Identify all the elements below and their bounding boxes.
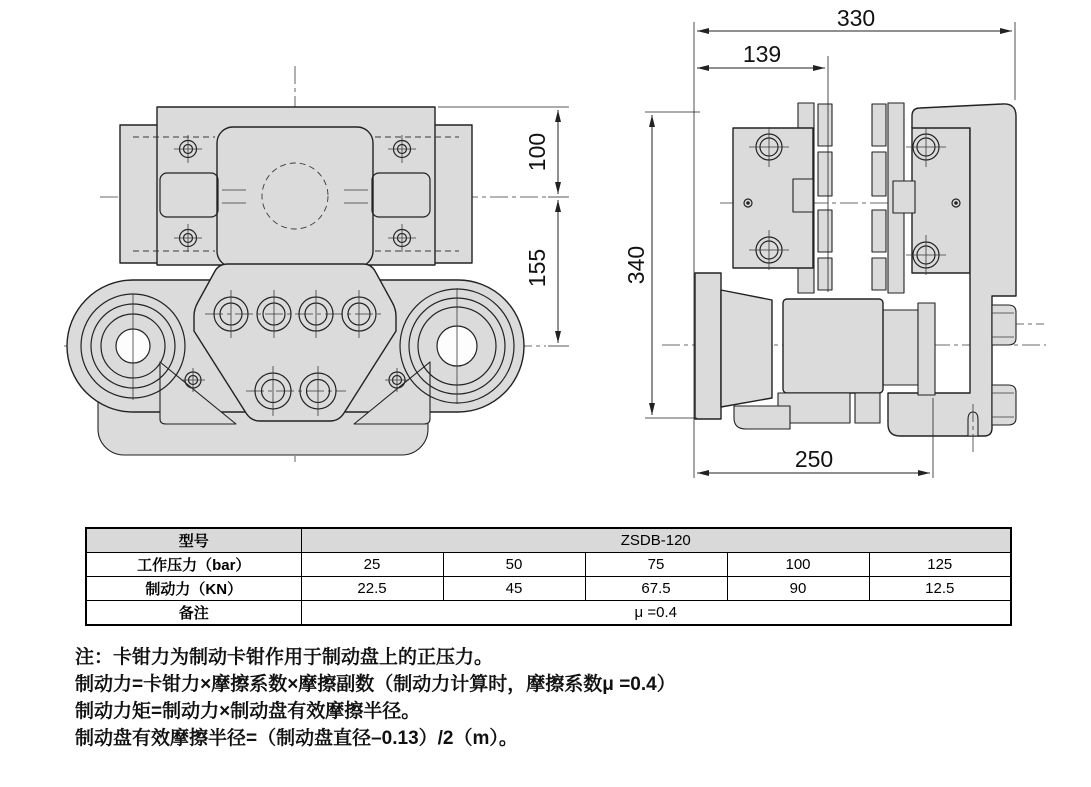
table-row-force: [86, 577, 1011, 601]
table-row-model: [86, 528, 1011, 553]
remark-label-cell: 备注: [86, 601, 301, 626]
force-cell: 45: [443, 577, 585, 601]
front-view-drawing: [64, 66, 569, 462]
table-row-remark: [86, 601, 1011, 626]
model-value-cell: ZSDB-120: [301, 528, 1011, 553]
flange: [695, 273, 721, 419]
force-cell: 67.5: [585, 577, 727, 601]
spec-table: [85, 527, 1012, 626]
model-label-cell: 型号: [86, 528, 301, 553]
force-label-cell: 制动力（KN）: [86, 577, 301, 601]
pressure-cell: 25: [301, 553, 443, 577]
note-line: 制动力矩=制动力×制动盘有效摩擦半径。: [75, 701, 421, 722]
cylinder-assembly: [695, 273, 883, 429]
dim-label-100: 100: [524, 132, 550, 172]
dim-label-250: 250: [794, 446, 834, 472]
table-row-pressure: [86, 553, 1011, 577]
left-pad-assembly: [733, 103, 832, 293]
note-line: 制动盘有效摩擦半径=（制动盘直径–0.13）/2（m）。: [75, 728, 518, 749]
notes-block: [75, 644, 676, 752]
remark-value-cell: μ =0.4: [301, 601, 1011, 626]
dim-label-139: 139: [742, 41, 782, 67]
dim-label-330: 330: [836, 5, 876, 31]
cylinder-block: [783, 299, 883, 393]
pressure-cell: 50: [443, 553, 585, 577]
right-pad-assembly: [872, 103, 970, 293]
cone: [721, 290, 772, 407]
note-line: 制动力=卡钳力×摩擦系数×摩擦副数（制动力计算时，摩擦系数μ =0.4）: [75, 674, 676, 695]
force-cell: 90: [727, 577, 869, 601]
note-line: 注：卡钳力为制动卡钳作用于制动盘上的正压力。: [75, 647, 494, 668]
dim-label-340: 340: [623, 245, 649, 285]
right-pad-block: [912, 127, 970, 273]
force-cell: 22.5: [301, 577, 443, 601]
side-view-drawing: [623, 5, 1046, 478]
pressure-cell: 100: [727, 553, 869, 577]
hex-bolt: [992, 385, 1016, 425]
hex-bolt: [992, 305, 1016, 345]
pressure-cell: 125: [869, 553, 1011, 577]
dim-label-155: 155: [524, 248, 550, 288]
pressure-cell: 75: [585, 553, 727, 577]
force-cell: 12.5: [869, 577, 1011, 601]
yoke-assembly: [67, 264, 524, 455]
pressure-label-cell: 工作压力（bar）: [86, 553, 301, 577]
